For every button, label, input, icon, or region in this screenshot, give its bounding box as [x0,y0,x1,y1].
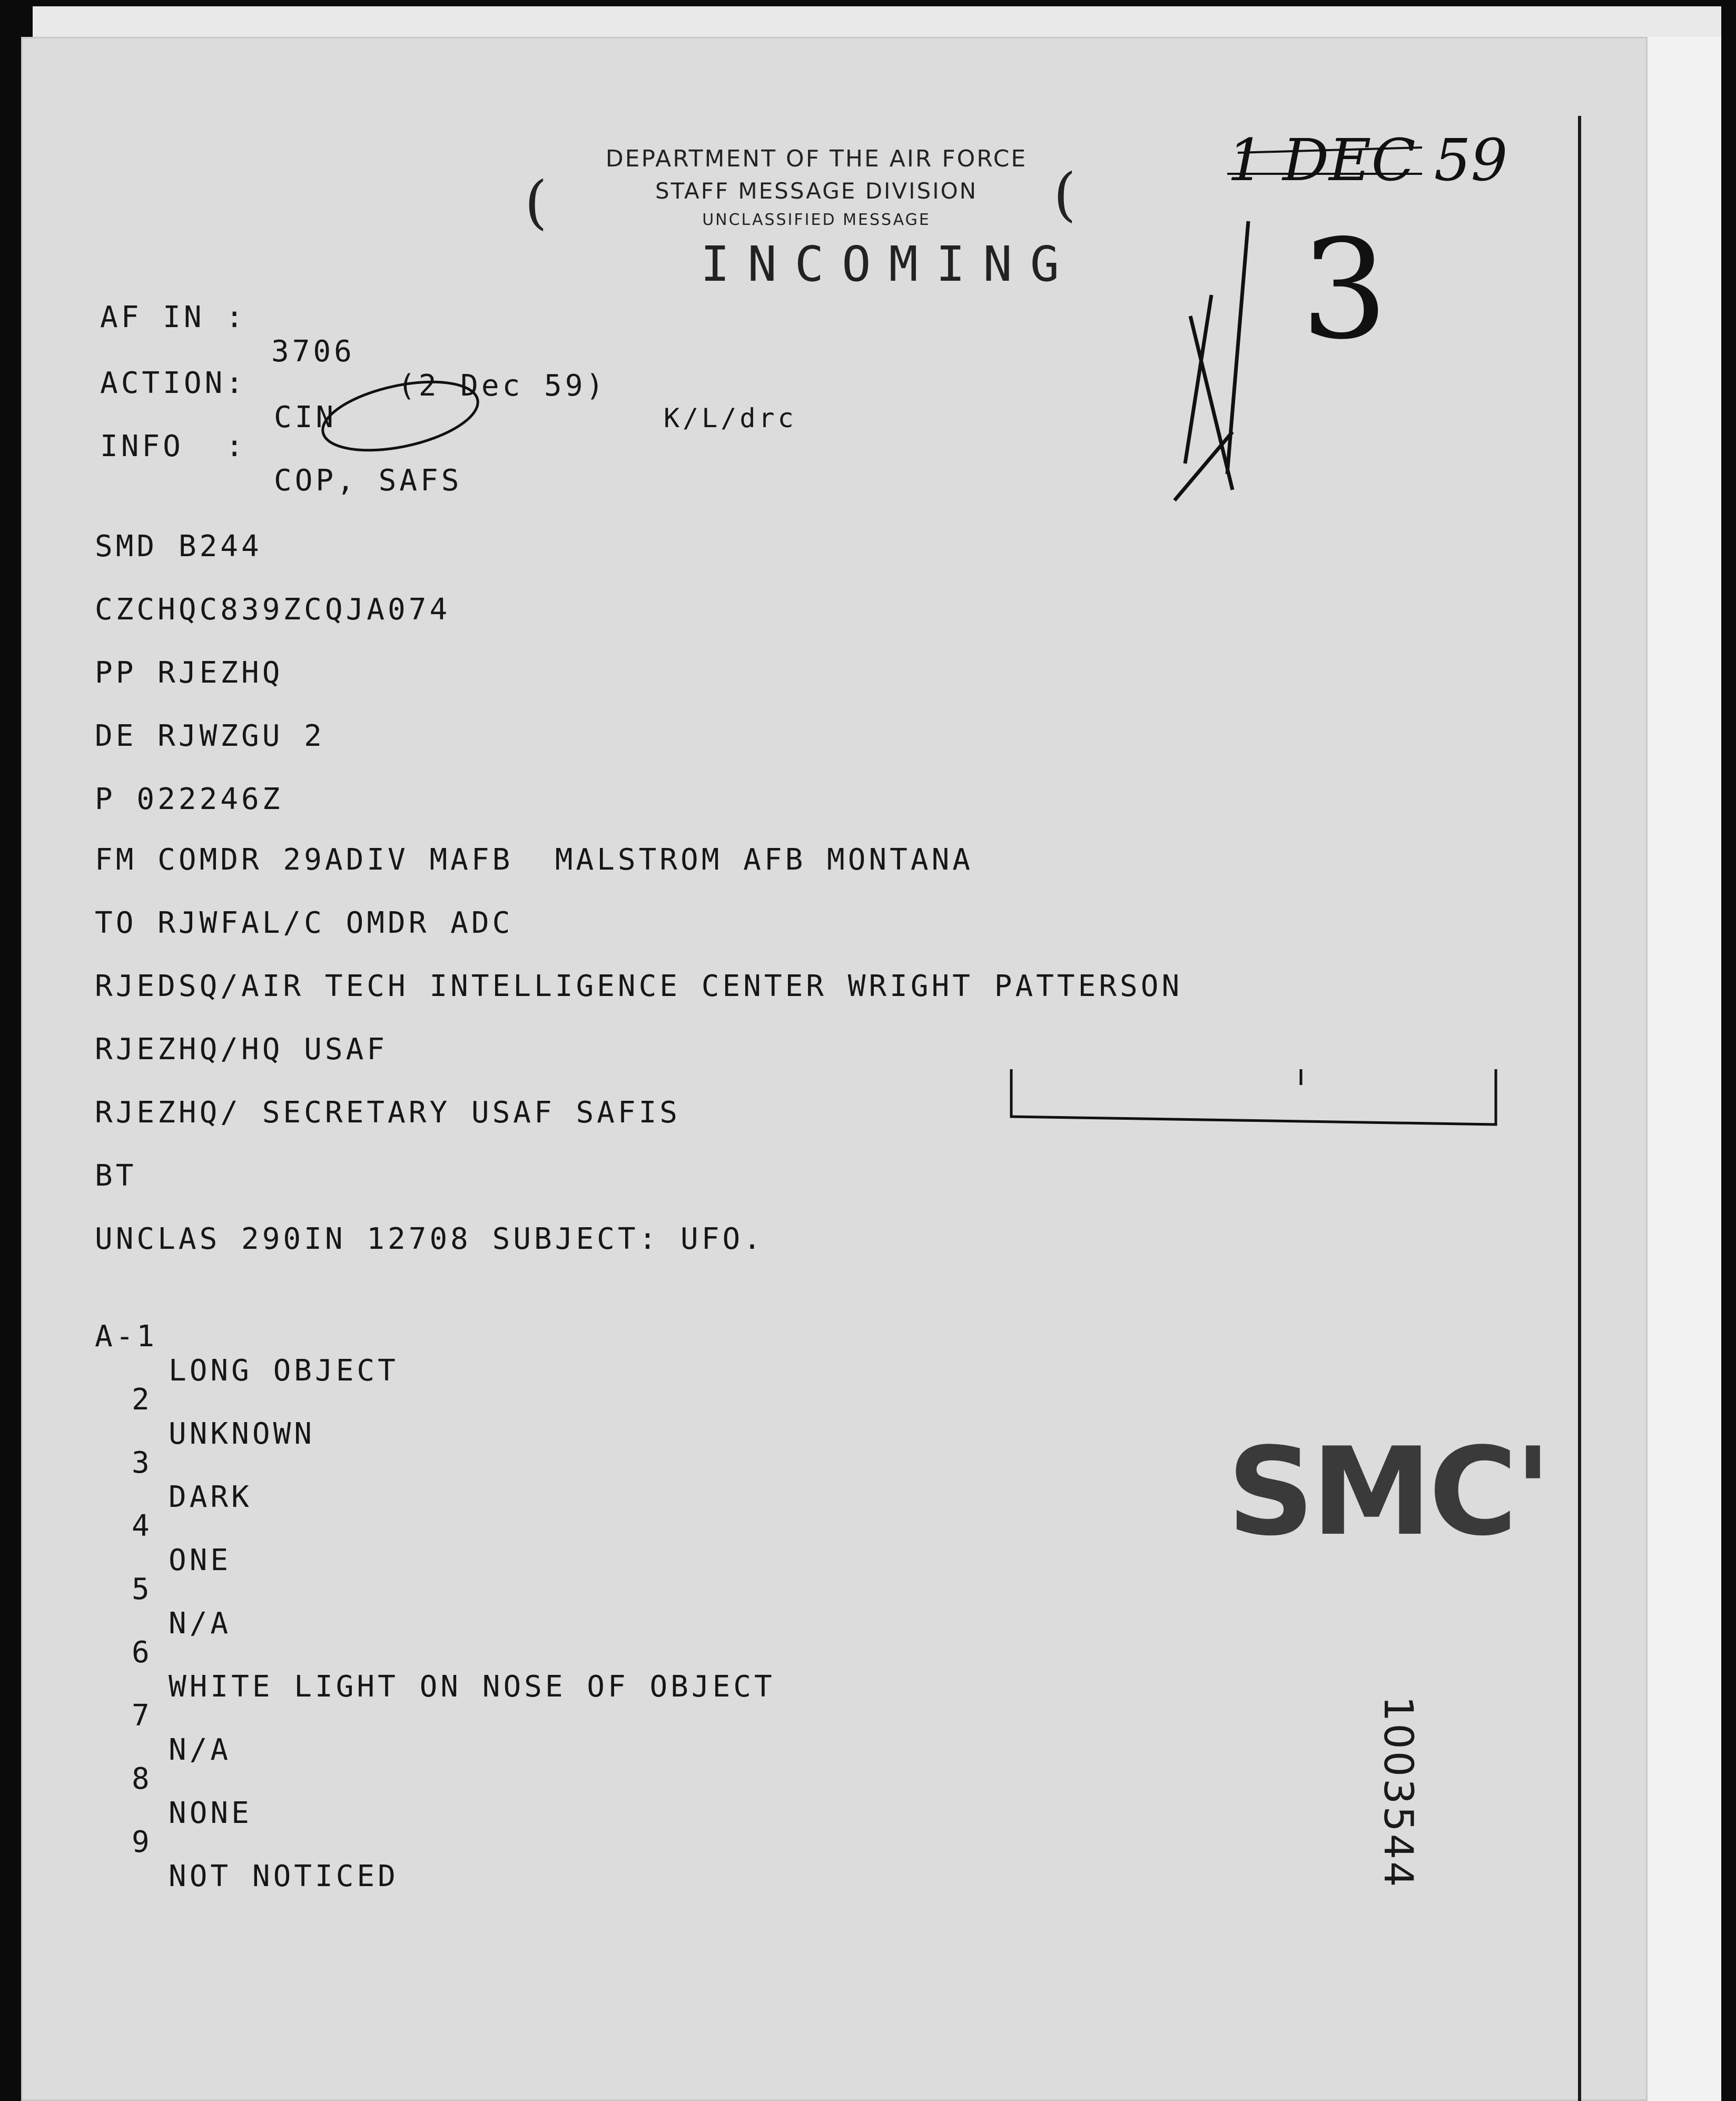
af-in-value: 3706 [271,334,355,369]
message-line: RJEDSQ/AIR TECH INTELLIGENCE CENTER WRIGHT PATTERSON [95,969,1183,1003]
handwritten-number: 3 [1301,211,1388,370]
item-number: 6 [132,1635,153,1670]
check-mark [1175,221,1248,500]
item-number: 9 [132,1825,153,1859]
message-line: TO RJWFAL/C OMDR ADC [95,906,514,940]
message-line: P 022246Z [95,782,283,816]
message-line: DE RJWZGU 2 [95,719,325,753]
message-line: CZCHQC839ZCQJA074 [95,593,451,627]
action-value: CIN [274,400,337,435]
message-line: SMD B244 [95,529,262,564]
right-paren-mark: ( [1053,161,1076,228]
item-number: A-1 [95,1319,158,1354]
message-line: RJEZHQ/HQ USAF [95,1032,388,1067]
info-value: COP, SAFS [274,463,462,498]
item-text: N/A [169,1733,232,1767]
item-text: NONE [169,1796,252,1830]
item-number: 3 [132,1446,153,1480]
handwritten-date: 1 DEC 59 [1227,126,1508,194]
message-line: UNCLAS 290IN 12708 SUBJECT: UFO. [95,1222,764,1256]
message-line: FM COMDR 29ADIV MAFB MALSTROM AFB MONTANA [95,843,974,877]
circle-mark [317,370,484,462]
bracket-mark [1011,1069,1496,1125]
item-text: ONE [169,1543,232,1577]
info-label: INFO : [100,429,247,463]
message-line: PP RJEZHQ [95,656,283,690]
item-text: NOT NOTICED [169,1859,399,1893]
item-text: LONG OBJECT [169,1354,399,1388]
item-number: 8 [132,1762,153,1796]
item-text: N/A [169,1606,232,1641]
classification-heading: UNCLASSIFIED MESSAGE [702,211,931,229]
initials: K/L/drc [664,403,797,433]
message-line: RJEZHQ/ SECRETARY USAF SAFIS [95,1096,681,1130]
smc-stamp: SMC' [1227,1422,1548,1563]
document-number: 1003544 [1375,1696,1422,1889]
item-number: 5 [132,1572,153,1606]
left-paren-mark: ( [525,169,547,236]
item-number: 7 [132,1699,153,1733]
af-in-label: AF IN : [100,300,247,334]
item-text: UNKNOWN [169,1417,315,1451]
division-heading: STAFF MESSAGE DIVISION [655,178,978,204]
department-heading: DEPARTMENT OF THE AIR FORCE [605,145,1028,172]
action-label: ACTION: [100,366,247,400]
incoming-stamp: INCOMING [701,236,1078,292]
af-in-date: (2 Dec 59) [398,369,607,403]
item-number: 2 [132,1383,153,1417]
item-number: 4 [132,1509,153,1543]
item-text: DARK [169,1480,252,1514]
item-text: WHITE LIGHT ON NOSE OF OBJECT [169,1670,775,1704]
date-underline [1227,147,1422,174]
message-line: BT [95,1159,137,1193]
